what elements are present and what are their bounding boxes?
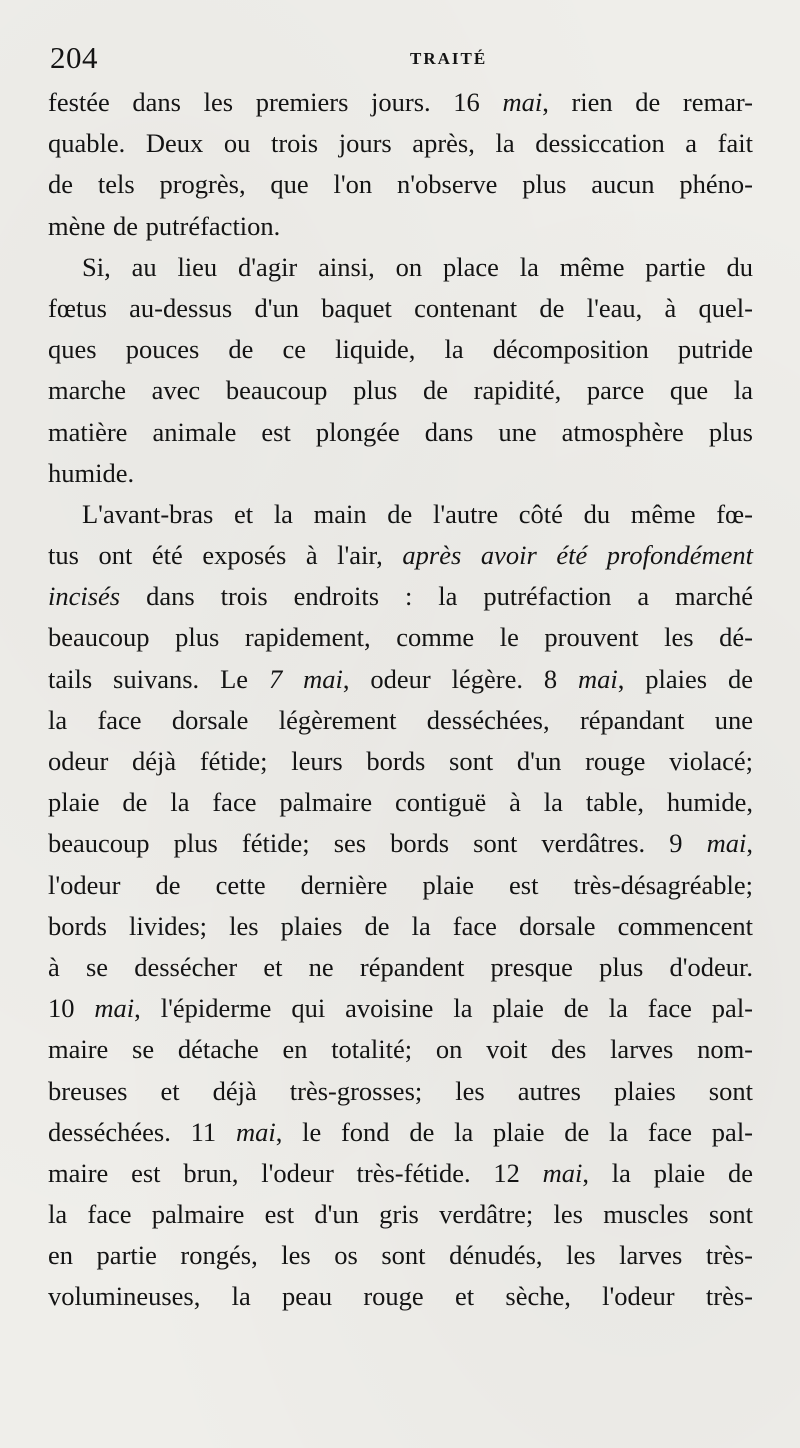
text-line <box>48 329 753 370</box>
text-segment: festée dans les premiers jours. 16 <box>48 87 503 117</box>
text-segment: tails suivans. Le <box>48 663 269 694</box>
text-segment: beaucoup plus fétide; ses bords sont verdâtres. 9 <box>48 828 707 859</box>
text-line <box>48 906 753 947</box>
italic-text-segment: mai <box>706 828 747 859</box>
text-line <box>48 123 753 164</box>
text-segment: , l'épiderme qui avoisine la plaie de la face pal- <box>134 993 754 1024</box>
text-line <box>48 1029 753 1070</box>
text-line <box>48 947 753 988</box>
text-line <box>48 741 753 782</box>
text-segment: quable. Deux ou trois jours après, la dessiccation a fait <box>48 128 753 159</box>
text-segment: volumineuses, la peau rouge et sèche, l'odeur très- <box>48 1281 753 1312</box>
text-segment: de tels progrès, que l'on n'observe plus aucun phéno- <box>48 169 753 200</box>
text-line <box>48 1276 753 1317</box>
text-line <box>48 206 753 247</box>
text-line <box>48 576 753 617</box>
text-line <box>48 1112 753 1153</box>
text-line <box>48 1153 753 1194</box>
text-line <box>48 617 753 658</box>
italic-text-segment: mai <box>542 1157 583 1188</box>
text-segment: maire est brun, l'odeur très-fétide. 12 <box>48 1157 543 1188</box>
text-segment: Si, au lieu d'agir ainsi, on place la même partie du <box>82 251 753 282</box>
text-line <box>48 535 753 576</box>
running-title: TRAITÉ <box>410 49 488 68</box>
text-line <box>48 823 753 864</box>
text-segment: à se dessécher et ne répandent presque plus d'odeur. <box>48 951 753 982</box>
text-line <box>48 1235 753 1276</box>
body-text <box>48 82 753 1318</box>
text-line <box>48 494 753 535</box>
text-line <box>48 700 753 741</box>
text-segment: mène de putréfaction. <box>48 210 281 241</box>
text-line <box>48 865 753 906</box>
text-segment: l'odeur de cette dernière plaie est très-désagréable; <box>48 869 753 900</box>
text-line <box>48 1194 753 1235</box>
text-segment: marche avec beaucoup plus de rapidité, parce que la <box>48 375 753 406</box>
text-segment: la face dorsale légèrement desséchées, répandant une <box>48 704 753 735</box>
italic-text-segment: incisés <box>48 581 121 612</box>
text-line <box>48 164 753 205</box>
text-segment: 10 <box>48 993 95 1024</box>
text-segment: , plaies de <box>617 663 753 694</box>
text-segment: fœtus au-dessus d'un baquet contenant de l'eau, à quel- <box>48 292 753 323</box>
text-line <box>48 782 753 823</box>
text-segment: la face palmaire est d'un gris verdâtre; les muscles sont <box>48 1199 753 1230</box>
text-segment: matière animale est plongée dans une atmosphère plus <box>48 416 753 447</box>
italic-text-segment: mai <box>502 87 543 117</box>
text-segment: desséchées. 11 <box>48 1116 236 1147</box>
text-line <box>48 1071 753 1112</box>
running-head <box>48 40 748 76</box>
text-segment: beaucoup plus rapidement, comme le prouvent les dé- <box>48 622 753 653</box>
text-segment: ques pouces de ce liquide, la décomposition putride <box>48 334 753 365</box>
text-line <box>48 453 753 494</box>
text-line <box>48 370 753 411</box>
text-segment: , la plaie de <box>582 1157 753 1188</box>
italic-text-segment: 7 mai <box>268 663 343 694</box>
text-line <box>48 288 753 329</box>
text-line <box>48 247 753 288</box>
text-segment: tus ont été exposés à l'air, <box>48 540 403 571</box>
text-segment: , odeur légère. 8 <box>342 663 578 694</box>
text-segment: breuses et déjà très-grosses; les autres plaies sont <box>48 1075 753 1106</box>
text-segment: bords livides; les plaies de la face dorsale commencent <box>48 910 753 941</box>
italic-text-segment: après avoir été profondément <box>402 540 753 571</box>
italic-text-segment: mai <box>235 1116 276 1147</box>
text-segment: humide. <box>48 457 135 488</box>
text-segment: , <box>746 828 753 859</box>
italic-text-segment: mai <box>94 993 135 1024</box>
text-segment: odeur déjà fétide; leurs bords sont d'un rouge violacé; <box>48 746 753 776</box>
text-segment: dans trois endroits : la putréfaction a marché <box>120 581 753 612</box>
page-number: 204 <box>50 40 98 75</box>
text-segment: en partie rongés, les os sont dénudés, les larves très- <box>48 1240 753 1271</box>
text-segment: L'avant-bras et la main de l'autre côté du même fœ- <box>82 498 753 529</box>
text-segment: maire se détache en totalité; on voit des larves nom- <box>48 1034 753 1065</box>
text-segment: , rien de remar- <box>542 87 753 117</box>
text-segment: plaie de la face palmaire contiguë à la table, humide, <box>48 787 753 818</box>
text-line <box>48 659 753 700</box>
italic-text-segment: mai <box>578 663 618 694</box>
text-line <box>48 412 753 453</box>
text-segment: , le fond de la plaie de la face pal- <box>275 1116 754 1147</box>
text-line <box>48 82 753 123</box>
text-line <box>48 988 753 1029</box>
